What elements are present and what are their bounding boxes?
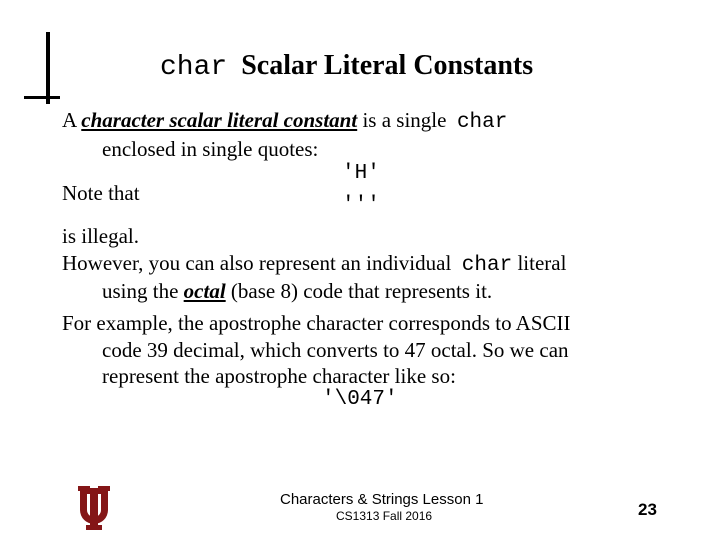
para2-prefix: However, you can also represent an individual <box>62 251 457 275</box>
para1-code: char <box>456 111 508 134</box>
para1-term: character scalar literal constant <box>81 108 358 132</box>
is-illegal: is illegal. <box>62 224 139 248</box>
para1-line2: enclosed in single quotes: <box>102 137 319 161</box>
para2-term: octal <box>183 279 226 303</box>
title-horizontal-rule <box>24 96 60 99</box>
para2-suffix: literal <box>512 251 567 275</box>
para1-prefix: A <box>62 108 82 132</box>
example-octal: '\047' <box>322 388 398 411</box>
ou-logo-icon <box>76 486 112 530</box>
title-text: Scalar Literal Constants <box>241 50 534 81</box>
para2-code: char <box>461 254 513 277</box>
example-triple-quote: ''' <box>342 194 380 217</box>
footer-lesson: Characters & Strings Lesson 1 <box>280 491 484 508</box>
footer-course: CS1313 Fall 2016 <box>336 509 433 523</box>
page-number: 23 <box>638 500 657 519</box>
note-that: Note that <box>62 181 140 205</box>
title-vertical-rule <box>46 32 50 104</box>
para2-line2 <box>102 278 492 304</box>
slide-title <box>160 50 533 83</box>
para2-line2-suffix: (base 8) code that represents it. <box>225 279 493 303</box>
para2-line1 <box>62 250 566 279</box>
example-char-h: 'H' <box>342 162 380 185</box>
title-code: char <box>160 52 228 83</box>
para2-line2-prefix: using the <box>102 279 184 303</box>
para1-middle: is a single <box>357 108 452 132</box>
para1-line1 <box>62 107 507 136</box>
para3-line1: For example, the apostrophe character corresponds to ASCII <box>62 311 571 335</box>
para3-line2: code 39 decimal, which converts to 47 octal. So we can <box>102 338 569 362</box>
para3-line3: represent the apostrophe character like so: <box>102 364 456 388</box>
